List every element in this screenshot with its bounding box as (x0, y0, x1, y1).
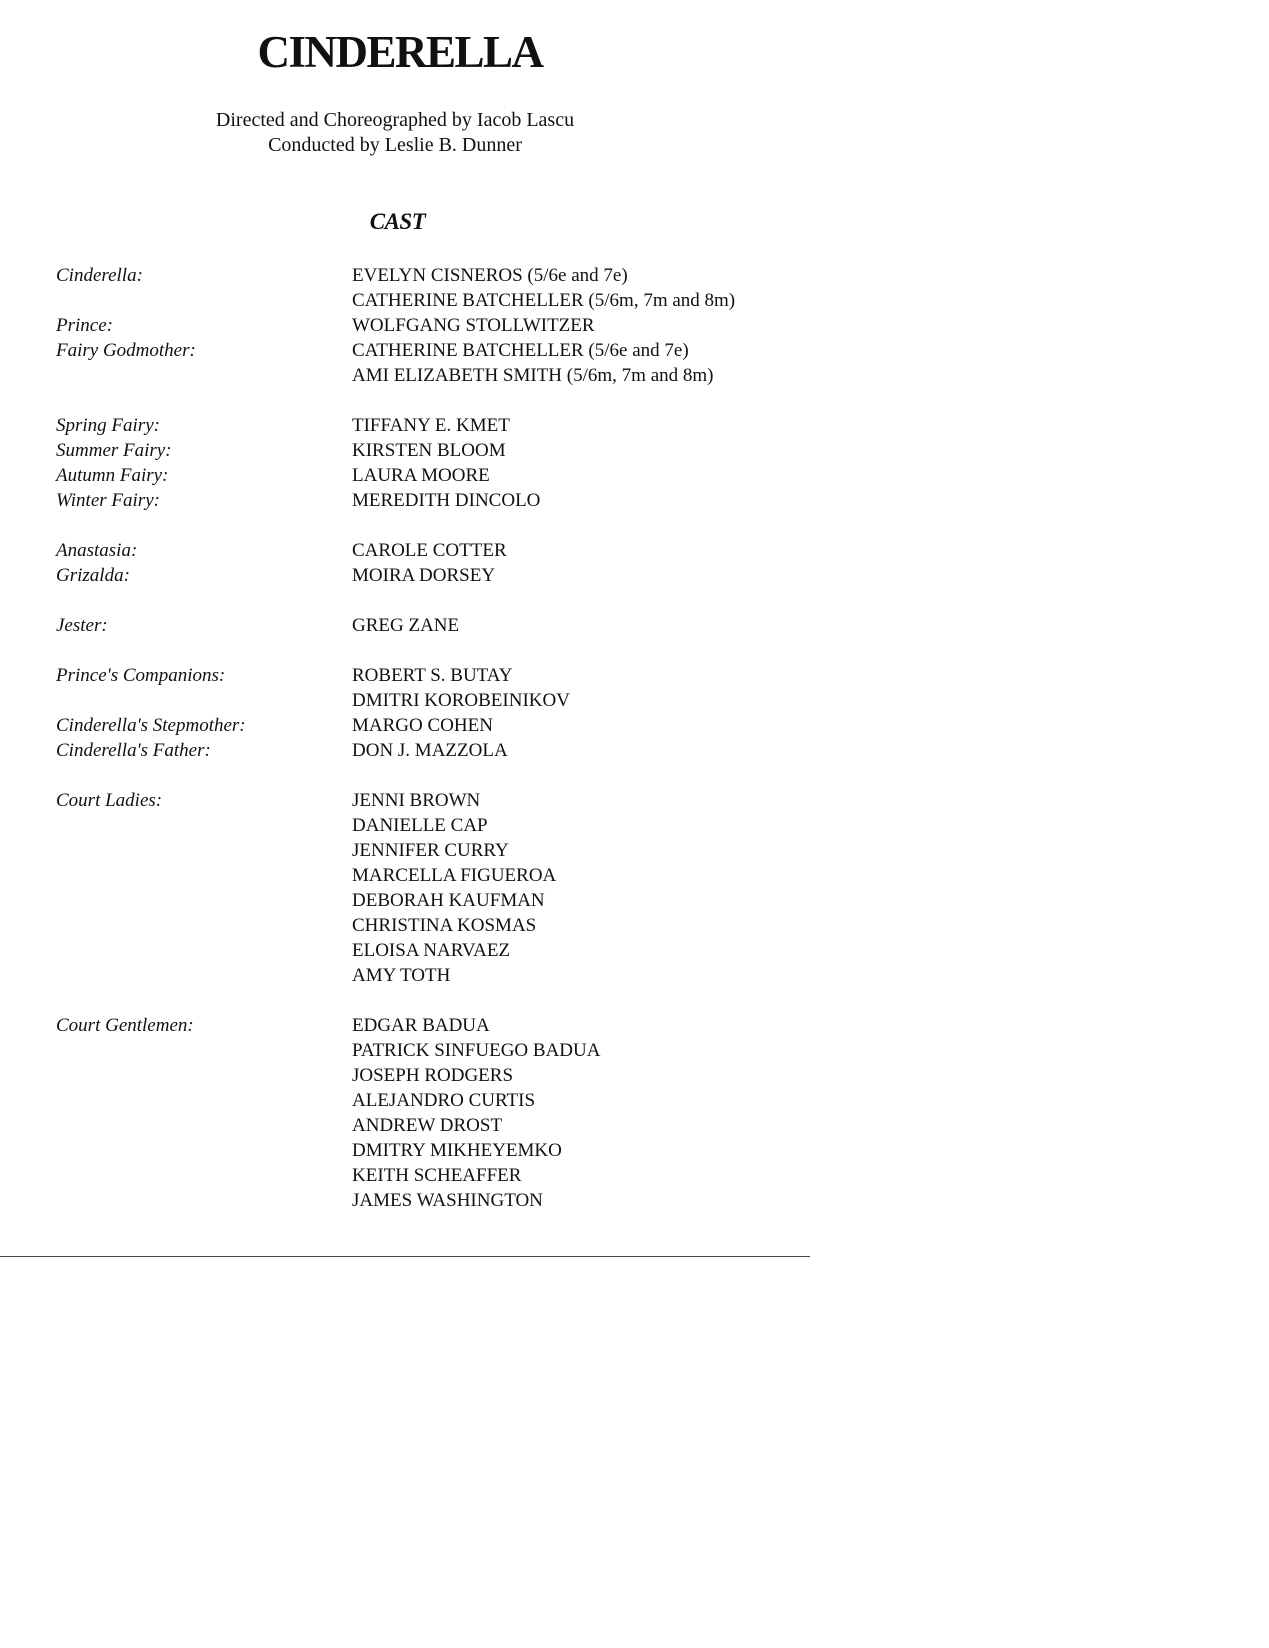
cast-row (56, 1063, 796, 1088)
performer-name: LAURA MOORE (352, 465, 490, 486)
page-bottom-rule (0, 1256, 810, 1257)
cast-row (56, 1138, 796, 1163)
cast-heading: CAST (369, 209, 426, 234)
role-label: Fairy Godmother: (56, 340, 196, 361)
cast-row (56, 1013, 796, 1038)
cast-row (56, 688, 796, 713)
performer-name: DON J. MAZZOLA (352, 740, 508, 761)
performer-name: PATRICK SINFUEGO BADUA (352, 1040, 601, 1061)
role-label (56, 838, 352, 863)
role-label: Court Gentlemen: (56, 1015, 194, 1036)
program-page (0, 0, 810, 1262)
performer-name: DMITRI KOROBEINIKOV (352, 690, 570, 711)
performer-name: JENNIFER CURRY (352, 840, 509, 861)
performer-name: KEITH SCHEAFFER (352, 1165, 522, 1186)
performer-name: DEBORAH KAUFMAN (352, 890, 545, 911)
performer-name: MEREDITH DINCOLO (352, 490, 541, 511)
page-title: CINDERELLA (257, 27, 543, 77)
cast-row (56, 613, 796, 638)
cast-row (56, 738, 796, 763)
performer-name: DMITRY MIKHEYEMKO (352, 1140, 562, 1161)
role-label (56, 1188, 352, 1213)
performer-name: JAMES WASHINGTON (352, 1190, 543, 1211)
role-label: Summer Fairy: (56, 440, 172, 461)
group-spacer (56, 513, 796, 538)
cast-row (56, 1038, 796, 1063)
cast-row (56, 563, 796, 588)
cast-row (56, 338, 796, 363)
cast-row (56, 413, 796, 438)
cast-list (56, 263, 796, 1213)
cast-row (56, 1188, 796, 1213)
cast-row (56, 1163, 796, 1188)
cast-row (56, 788, 796, 813)
role-label (56, 688, 352, 713)
performer-name: ROBERT S. BUTAY (352, 665, 513, 686)
cast-row (56, 438, 796, 463)
group-spacer (56, 763, 796, 788)
performer-name: TIFFANY E. KMET (352, 415, 510, 436)
performer-name: JENNI BROWN (352, 790, 481, 811)
cast-row (56, 863, 796, 888)
role-label: Spring Fairy: (56, 415, 160, 436)
cast-row (56, 838, 796, 863)
performer-name: AMY TOTH (352, 965, 451, 986)
performer-name: DANIELLE CAP (352, 815, 488, 836)
cast-row (56, 888, 796, 913)
cast-row (56, 938, 796, 963)
cast-row (56, 1088, 796, 1113)
cast-row (56, 463, 796, 488)
cast-row (56, 663, 796, 688)
performer-name: KIRSTEN BLOOM (352, 440, 506, 461)
performer-name: AMI ELIZABETH SMITH (5/6m, 7m and 8m) (352, 365, 714, 386)
performer-name: EVELYN CISNEROS (5/6e and 7e) (352, 265, 628, 286)
director-credit: Directed and Choreographed by Iacob Lascu (215, 109, 575, 131)
performer-name: MOIRA DORSEY (352, 565, 496, 586)
role-label (56, 963, 352, 988)
role-label (56, 888, 352, 913)
role-label (56, 1163, 352, 1188)
conductor-credit: Conducted by Leslie B. Dunner (268, 134, 522, 156)
performer-name: CATHERINE BATCHELLER (5/6m, 7m and 8m) (352, 290, 736, 311)
role-label (56, 913, 352, 938)
performer-name: CHRISTINA KOSMAS (352, 915, 537, 936)
cast-row (56, 1113, 796, 1138)
role-label: Cinderella: (56, 265, 143, 286)
role-label: Prince's Companions: (56, 665, 226, 686)
cast-row (56, 538, 796, 563)
role-label: Anastasia: (56, 540, 138, 561)
role-label (56, 1138, 352, 1163)
role-label: Prince: (56, 315, 113, 336)
cast-row (56, 913, 796, 938)
role-label (56, 1113, 352, 1138)
performer-name: ANDREW DROST (352, 1115, 503, 1136)
role-label (56, 363, 352, 388)
performer-name: JOSEPH RODGERS (352, 1065, 514, 1086)
group-spacer (56, 588, 796, 613)
performer-name: ELOISA NARVAEZ (352, 940, 511, 961)
role-label (56, 863, 352, 888)
performer-name: WOLFGANG STOLLWITZER (352, 315, 595, 336)
cast-row (56, 713, 796, 738)
cast-row (56, 963, 796, 988)
role-label (56, 813, 352, 838)
role-label (56, 288, 352, 313)
role-label: Winter Fairy: (56, 490, 160, 511)
performer-name: EDGAR BADUA (352, 1015, 490, 1036)
cast-row (56, 813, 796, 838)
role-label: Cinderella's Stepmother: (56, 715, 246, 736)
performer-name: CATHERINE BATCHELLER (5/6e and 7e) (352, 340, 689, 361)
performer-name: ALEJANDRO CURTIS (352, 1090, 536, 1111)
performer-name: GREG ZANE (352, 615, 460, 636)
performer-name: MARGO COHEN (352, 715, 493, 736)
role-label: Grizalda: (56, 565, 130, 586)
role-label (56, 1063, 352, 1088)
cast-row (56, 288, 796, 313)
role-label: Cinderella's Father: (56, 740, 211, 761)
cast-row (56, 263, 796, 288)
cast-row (56, 363, 796, 388)
group-spacer (56, 638, 796, 663)
group-spacer (56, 388, 796, 413)
role-label: Jester: (56, 615, 108, 636)
role-label (56, 938, 352, 963)
cast-row (56, 313, 796, 338)
cast-row (56, 488, 796, 513)
role-label: Autumn Fairy: (56, 465, 169, 486)
role-label (56, 1038, 352, 1063)
credits (0, 108, 790, 158)
performer-name: CAROLE COTTER (352, 540, 507, 561)
role-label (56, 1088, 352, 1113)
group-spacer (56, 988, 796, 1013)
performer-name: MARCELLA FIGUEROA (352, 865, 557, 886)
role-label: Court Ladies: (56, 790, 163, 811)
